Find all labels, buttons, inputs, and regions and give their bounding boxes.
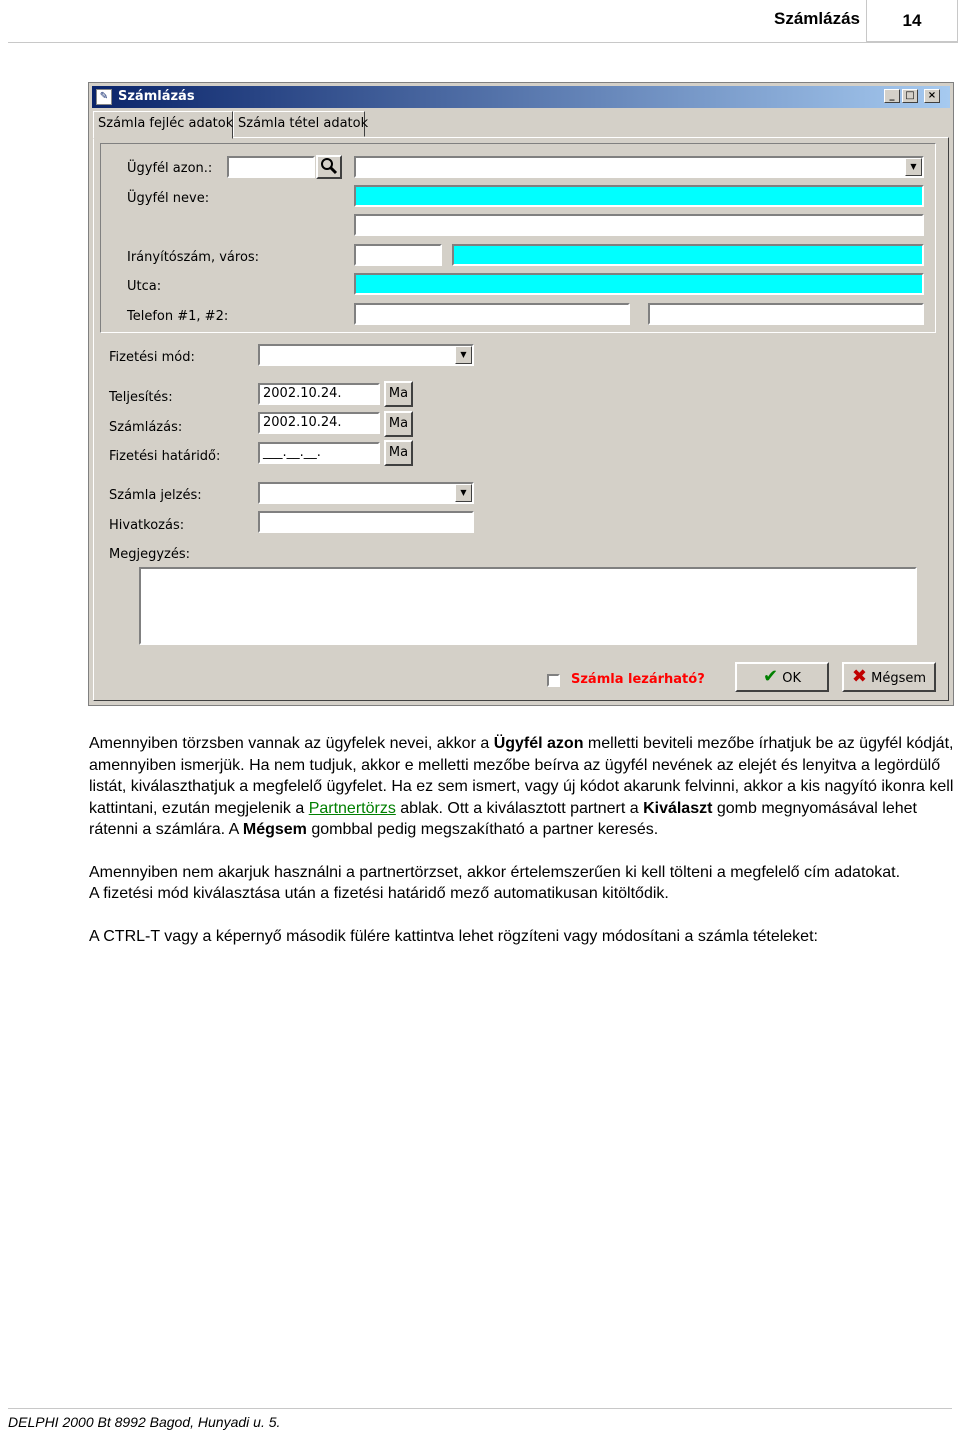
- paragraph-2: [89, 862, 959, 905]
- street-label: Utca:: [127, 279, 162, 294]
- due-today-button[interactable]: Ma: [384, 440, 413, 466]
- cancel-button[interactable]: [842, 662, 936, 692]
- cancel-button-label: Mégsem: [871, 671, 927, 686]
- footer: DELPHI 2000 Bt 8992 Bagod, Hunyadi u. 5.: [8, 1408, 952, 1430]
- invoicing-date-input[interactable]: 2002.10.24.: [258, 412, 380, 434]
- phone-label: Telefon #1, #2:: [127, 309, 229, 324]
- magnifier-icon: [320, 157, 338, 175]
- reference-input[interactable]: [258, 511, 474, 533]
- p1-text: Amennyiben törzsben vannak az ügyfelek nevei, akkor a: [89, 735, 494, 752]
- maximize-button[interactable]: □: [902, 89, 918, 103]
- cross-icon: ✖: [851, 666, 868, 687]
- p2a-text: Amennyiben nem akarjuk használni a partnertörzset, akkor értelemszerűen ki kell tölteni a megfelelő cím adatokat.: [89, 863, 901, 881]
- p1-text: ablak. Ott a kiválasztott partnert a: [395, 799, 644, 817]
- tab-panel: [93, 137, 949, 701]
- p2b-text: A fizetési mód kiválasztása után a fizetési határidő mező automatikusan kitöltődik.: [89, 885, 669, 902]
- customer-id-label: Ügyfél azon.:: [127, 161, 213, 176]
- zip-city-label: Irányítószám, város:: [127, 250, 260, 265]
- close-button[interactable]: ×: [924, 89, 940, 103]
- phone-1-field[interactable]: [354, 303, 630, 325]
- invoice-mark-label: Számla jelzés:: [109, 488, 202, 503]
- invoice-mark-combo[interactable]: [258, 482, 474, 504]
- street-field[interactable]: [354, 273, 924, 295]
- body-text: [89, 733, 959, 968]
- phone-2-field[interactable]: [648, 303, 924, 325]
- partnertorzs-link[interactable]: Partnertörzs: [308, 799, 396, 817]
- paragraph-1: [89, 733, 959, 841]
- closable-checkbox[interactable]: [547, 674, 560, 687]
- zip-field[interactable]: [354, 244, 442, 266]
- customer-group: [100, 143, 936, 333]
- customer-name-2-field[interactable]: [354, 214, 924, 236]
- p1-text: melletti beviteli mezőbe írhatjuk be az ügyfél kódját, amennyiben ismerjük. Ha nem tudjuk, akkor e melletti mezőbe beírva az ügyfél nevének az elejét és lenyitva a legördülő listát, kiválaszthatjuk a megfelelő ügyfelet. Ha ez sem ismert, vagy új kódot akarunk felvinni, akkor a kis nagyító ikonra kell kattintani, ezután megjelenik a: [89, 735, 954, 817]
- customer-name-label: Ügyfél neve:: [127, 191, 210, 206]
- chevron-down-icon[interactable]: ▼: [455, 346, 472, 364]
- customer-id-input[interactable]: [227, 156, 315, 178]
- invoicing-today-button[interactable]: Ma: [384, 411, 413, 437]
- due-date-input[interactable]: ___.__.__.: [258, 442, 380, 464]
- minimize-button[interactable]: _: [884, 89, 900, 103]
- invoice-window: [88, 82, 954, 706]
- payment-method-label: Fizetési mód:: [109, 350, 195, 365]
- p1-text: gomb megnyomásával lehet rátenni a számlára. A: [89, 799, 917, 838]
- p1-bold: Mégsem: [242, 821, 307, 838]
- paragraph-3: A CTRL-T vagy a képernyő második fülére kattintva lehet rögzíteni vagy módosítani a számla tételeket:: [89, 927, 818, 945]
- p1-text: gombbal pedig megszakítható a partner keresés.: [306, 821, 659, 838]
- page-number: 14: [866, 0, 958, 42]
- city-field[interactable]: [452, 244, 924, 266]
- fulfillment-label: Teljesítés:: [109, 390, 173, 405]
- payment-method-combo[interactable]: [258, 344, 474, 366]
- closable-label[interactable]: Számla lezárható?: [571, 672, 705, 687]
- page-header: [8, 0, 958, 43]
- customer-search-combo[interactable]: [354, 156, 924, 178]
- ok-button[interactable]: [735, 662, 829, 692]
- reference-label: Hivatkozás:: [109, 518, 185, 533]
- p1-bold: Kiválaszt: [643, 799, 713, 817]
- app-icon: ✎: [96, 89, 112, 105]
- p1-bold: Ügyfél azon: [493, 735, 584, 752]
- ok-button-label: OK: [782, 671, 801, 686]
- chevron-down-icon[interactable]: ▼: [455, 484, 472, 502]
- invoicing-label: Számlázás:: [109, 420, 183, 435]
- tab-invoice-header[interactable]: Számla fejléc adatok: [93, 111, 233, 139]
- search-button[interactable]: [316, 155, 342, 179]
- fulfillment-date-input[interactable]: 2002.10.24.: [258, 383, 380, 405]
- note-label: Megjegyzés:: [109, 547, 190, 562]
- tab-invoice-items[interactable]: Számla tétel adatok: [233, 111, 365, 137]
- checkmark-icon: ✔: [763, 666, 779, 687]
- header-title: Számlázás: [774, 9, 860, 28]
- note-textarea[interactable]: [139, 567, 917, 645]
- chevron-down-icon[interactable]: ▼: [905, 158, 922, 176]
- due-date-label: Fizetési határidő:: [109, 449, 221, 464]
- window-title: Számlázás: [118, 89, 195, 104]
- window-titlebar[interactable]: [92, 86, 950, 108]
- fulfillment-today-button[interactable]: Ma: [384, 381, 413, 407]
- customer-name-field[interactable]: [354, 185, 924, 207]
